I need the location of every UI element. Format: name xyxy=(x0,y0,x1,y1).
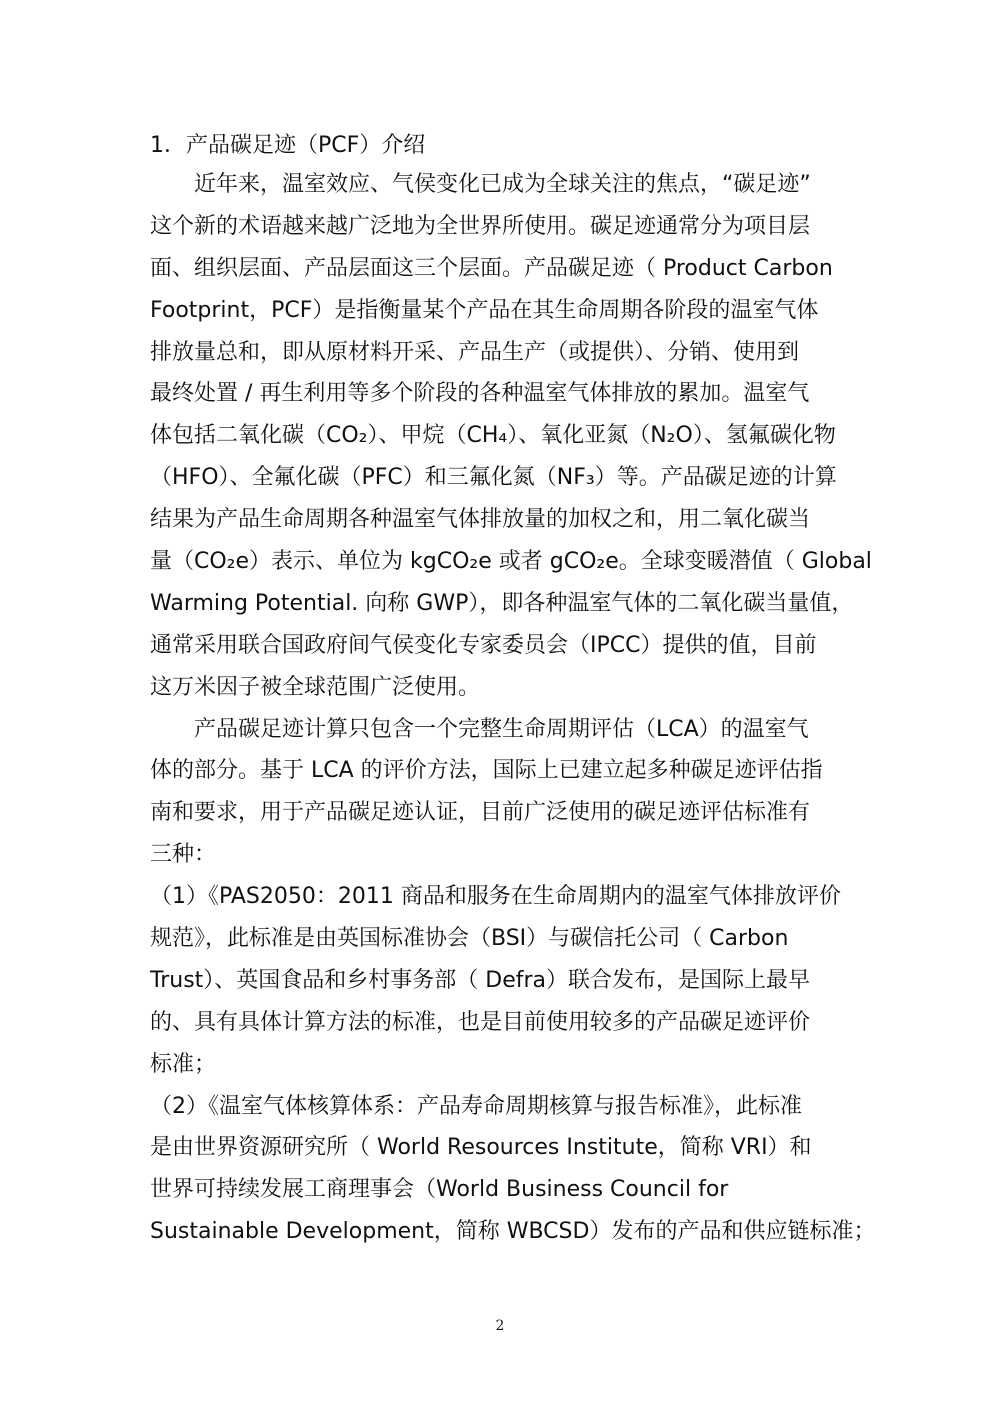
text-line: 标准； xyxy=(150,1051,217,1077)
text-line: 这万米因子被全球范围广泛使用。 xyxy=(150,674,481,700)
text-line: 量（CO₂e）表示、单位为 kgCO₂e 或者 gCO₂e。全球变暖潜值（ Global xyxy=(150,549,872,575)
text-line: Sustainable Development，简称 WBCSD）发布的产品和供应链标准； xyxy=(150,1219,876,1245)
text-line: 结果为产品生命周期各种温室气体排放量的加权之和，用二氧化碳当 xyxy=(150,507,811,533)
text-line: Warming Potential. 向称 GWP），即各种温室气体的二氧化碳当量值， xyxy=(150,590,854,616)
body-text xyxy=(150,164,876,1253)
text-line: 规范》，此标准是由英国标准协会（BSI）与碳信托公司（ Carbon xyxy=(150,926,789,952)
text-line: 通常采用联合国政府间气侯变化专家委员会（IPCC）提供的值，目前 xyxy=(150,632,817,658)
text-line: 三种： xyxy=(150,842,217,868)
text-line: 的、具有具体计算方法的标准，也是目前使用较多的产品碳足迹评价 xyxy=(150,1009,811,1035)
text-line: 体包括二氧化碳（CO₂）、甲烷（CH₄）、氧化亚氮（N₂O）、氢氟碳化物 xyxy=(150,423,836,449)
text-line: 最终处置 / 再生利用等多个阶段的各种温室气体排放的累加。温室气 xyxy=(150,381,810,407)
text-line: 面、组织层面、产品层面这三个层面。产品碳足迹（ Product Carbon xyxy=(150,255,833,281)
page-number: 2 xyxy=(495,1318,505,1334)
text-line: Trust）、英国食品和乡村事务部（ Defra）联合发布，是国际上最早 xyxy=(150,967,811,993)
text-line: 南和要求，用于产品碳足迹认证，目前广泛使用的碳足迹评估标准有 xyxy=(150,800,811,826)
text-line: （2）《温室气体核算体系：产品寿命周期核算与报告标准》，此标准 xyxy=(150,1093,802,1119)
text-line: 体的部分。基于 LCA 的评价方法，国际上已建立起多种碳足迹评估指 xyxy=(150,758,823,784)
text-line: 产品碳足迹计算只包含一个完整生命周期评估（LCA）的温室气 xyxy=(150,716,809,742)
text-line: 世界可持续发展工商理事会（World Business Council for xyxy=(150,1177,729,1203)
text-line: 这个新的术语越来越广泛地为全世界所使用。碳足迹通常分为项目层 xyxy=(150,213,811,239)
text-line: 近年来，温室效应、气侯变化已成为全球关注的焦点，“碳足迹” xyxy=(150,172,811,197)
text-line: 排放量总和，即从原材料开采、产品生产（或提供）、分销、使用到 xyxy=(150,339,800,365)
section-heading: 1．产品碳足迹（PCF）介绍 xyxy=(150,133,426,158)
text-line: （HFO）、全氟化碳（PFC）和三氟化氮（NF₃）等。产品碳足迹的计算 xyxy=(150,465,837,491)
text-line: Footprint，PCF）是指衡量某个产品在其生命周期各阶段的温室气体 xyxy=(150,297,819,323)
text-line: （1）《PAS2050：2011 商品和服务在生命周期内的温室气体排放评价 xyxy=(150,884,841,910)
text-line: 是由世界资源研究所（ World Resources Institute，简称 VRI）和 xyxy=(150,1135,812,1161)
